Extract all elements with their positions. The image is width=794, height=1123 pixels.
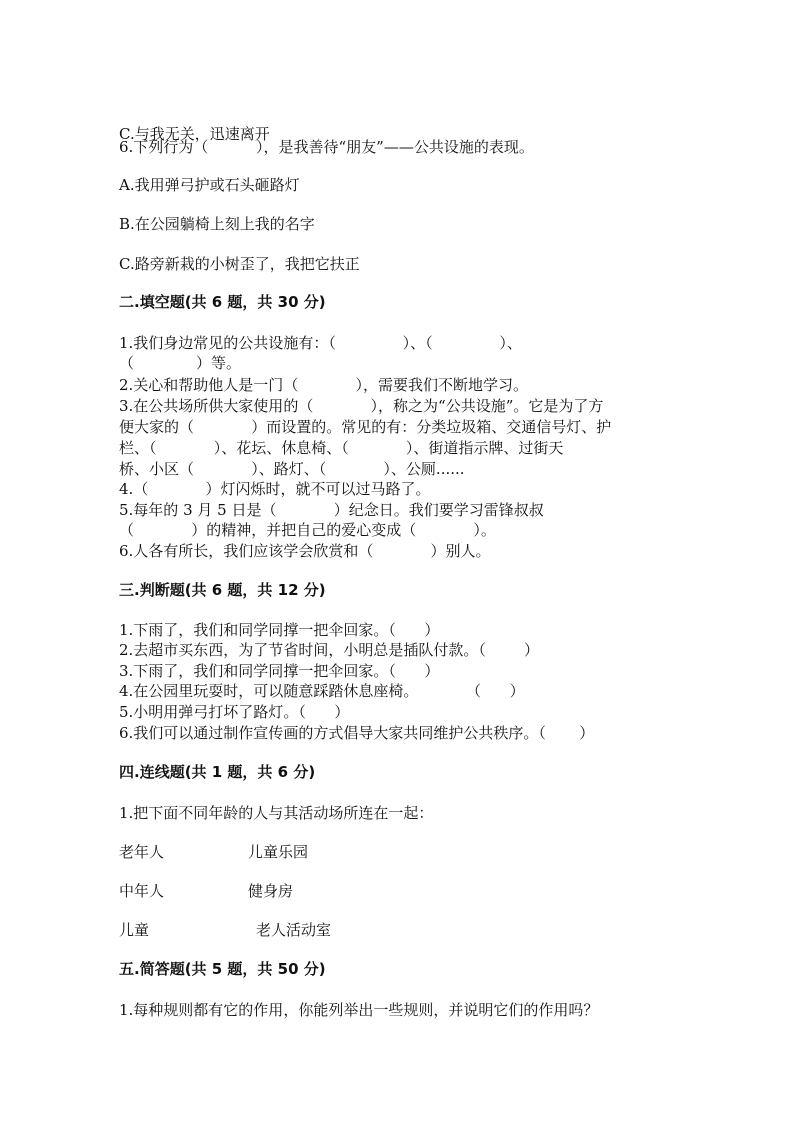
judge-line: 1.下雨了，我们和同学同撑一把伞回家。（ ） (119, 621, 440, 639)
section3-heading: 三.判断题(共 6 题，共 12 分) (119, 581, 326, 599)
judge-line: 5.小明用弹弓打坏了路灯。（ ） (119, 703, 350, 721)
section4-heading: 四.连线题(共 1 题，共 6 分) (119, 763, 316, 781)
match-right-item: 老人活动室 (256, 921, 332, 939)
match-left-item: 儿童 (119, 921, 150, 939)
fill-line: 2.关心和帮助他人是一门（ ），需要我们不断地学习。 (119, 376, 529, 394)
match-right-item: 儿童乐园 (248, 843, 309, 861)
section5-heading: 五.简答题(共 5 题，共 50 分) (119, 960, 326, 978)
q6-stem: 6.下列行为（ ），是我善待“朋友”——公共设施的表现。 (119, 138, 534, 156)
match-left-item: 中年人 (119, 882, 165, 900)
fill-line: 栏、（ ）、花坛、休息椅、（ ）、街道指示牌、过街天 (119, 439, 564, 457)
judge-line: 6.我们可以通过制作宣传画的方式倡导大家共同维护公共秩序。（ ） (119, 724, 595, 742)
fill-line: （ ）等。 (119, 354, 241, 372)
match-left-item: 老年人 (119, 843, 165, 861)
q6-option-c: C.路旁新栽的小树歪了，我把它扶正 (119, 255, 360, 273)
q6-option-a: A.我用弹弓护或石头砸路灯 (119, 176, 300, 194)
fill-line: 4.（ ）灯闪烁时，就不可以过马路了。 (119, 480, 431, 498)
section2-heading: 二.填空题(共 6 题，共 30 分) (119, 293, 326, 311)
fill-line: 5.每年的 3 月 5 日是（ ）纪念日。我们要学习雷锋叔叔 (119, 501, 544, 519)
fill-line: （ ）的精神，并把自己的爱心变成（ ）。 (119, 521, 496, 539)
match-question: 1.把下面不同年龄的人与其活动场所连在一起： (119, 804, 434, 822)
judge-line: 3.下雨了，我们和同学同撑一把伞回家。（ ） (119, 662, 440, 680)
fill-line: 6.人各有所长，我们应该学会欣赏和（ ）别人。 (119, 542, 491, 560)
match-right-item: 健身房 (248, 882, 294, 900)
q5-option-c: C.与我无关，迅速离开 (119, 125, 270, 143)
judge-line: 4.在公园里玩耍时，可以随意踩踏休息座椅。 （ ） (119, 682, 525, 700)
q6-option-b: B.在公园躺椅上刻上我的名字 (119, 215, 315, 233)
fill-line: 桥、小区（ ）、路灯、（ ）、公厕...... (119, 460, 465, 478)
fill-line: 1.我们身边常见的公共设施有：（ ）、（ ）、 (119, 334, 522, 352)
fill-line: 便大家的（ ）而设置的。常见的有：分类垃圾箱、交通信号灯、护 (119, 418, 612, 436)
judge-line: 2.去超市买东西，为了节省时间，小明总是插队付款。（ ） (119, 641, 539, 659)
fill-line: 3.在公共场所供大家使用的（ ），称之为“公共设施”。它是为了方 (119, 397, 604, 415)
short-answer-question: 1.每种规则都有它的作用，你能列举出一些规则，并说明它们的作用吗？ (119, 1001, 599, 1019)
